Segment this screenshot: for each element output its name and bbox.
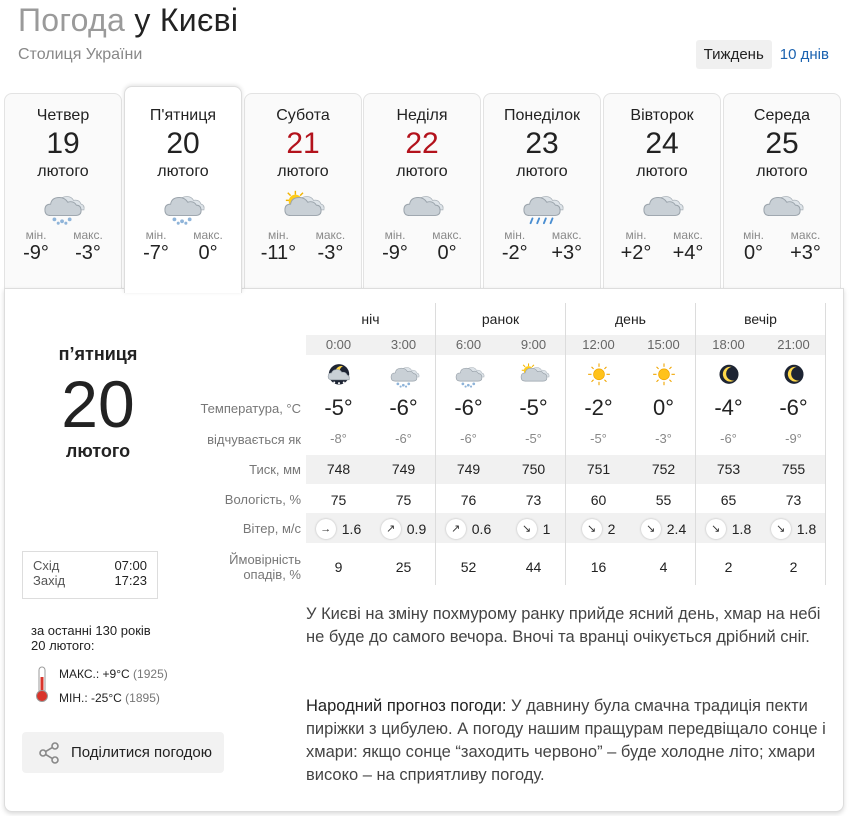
max-value: +4°	[672, 242, 704, 264]
hour-temp: -5°	[519, 395, 548, 420]
day-max	[316, 228, 346, 265]
hour-feels-like: -6°	[460, 431, 477, 446]
hour-precip: 44	[525, 559, 542, 575]
wind-speed: 0.9	[406, 521, 427, 537]
record-max	[59, 667, 168, 681]
feels-label: відчувається як	[207, 432, 301, 447]
min-label: мін.	[267, 228, 289, 242]
hour-feels-like: -9°	[785, 431, 802, 446]
wind-direction-icon: ↘	[641, 519, 661, 539]
sunset-time: 17:23	[114, 573, 147, 588]
moon-cloud-snow-icon	[322, 360, 356, 390]
hour-feels-like: -6°	[395, 431, 412, 446]
day-name: Вівторок	[630, 107, 694, 124]
hour-time: 3:00	[390, 337, 417, 352]
hour-humidity: 55	[655, 492, 672, 508]
hour-time: 18:00	[712, 337, 745, 352]
hour-pressure: 753	[716, 461, 741, 477]
records-line-1: за останні 130 років	[31, 623, 151, 638]
min-value: -9°	[382, 242, 408, 264]
day-min	[621, 228, 652, 265]
cloud-icon	[755, 187, 809, 227]
day-min	[261, 228, 296, 265]
day-name: Неділя	[396, 107, 448, 124]
cloud-icon	[395, 187, 449, 227]
max-label: макс.	[673, 228, 703, 242]
hour-pressure: 750	[521, 461, 546, 477]
humidity-label: Вологість, %	[224, 492, 301, 507]
sunrise-time: 07:00	[114, 558, 147, 573]
max-label: макс.	[315, 228, 346, 242]
min-value: +2°	[620, 242, 652, 264]
share-label: Поділитися погодою	[71, 744, 213, 761]
wind-speed: 1.6	[341, 521, 362, 537]
view-toggle	[696, 40, 837, 69]
day-name: Четвер	[36, 107, 90, 124]
hour-precip: 2	[789, 559, 798, 575]
day-min-max	[724, 228, 840, 265]
day-month: лютого	[636, 163, 688, 180]
day-min	[23, 228, 49, 265]
hour-humidity: 73	[785, 492, 802, 508]
day-tab-19[interactable]	[4, 93, 122, 289]
hour-feels-like: -8°	[330, 431, 347, 446]
sun-cloud-icon	[276, 187, 330, 227]
min-value: -9°	[23, 242, 49, 264]
record-max-label: МАКС.:	[59, 667, 100, 681]
hour-temp: -6°	[779, 395, 808, 420]
max-label: макс.	[193, 228, 223, 242]
cloud-snow-icon	[36, 187, 90, 227]
hour-wind	[436, 519, 501, 539]
hour-pressure: 752	[651, 461, 676, 477]
hour-humidity: 60	[590, 492, 607, 508]
hour-wind	[696, 519, 761, 539]
hour-pressure: 751	[586, 461, 611, 477]
day-max	[193, 228, 223, 265]
day-number: 21	[286, 127, 320, 160]
hour-humidity: 65	[720, 492, 737, 508]
wind-direction-icon: ↘	[706, 519, 726, 539]
day-month: лютого	[277, 163, 329, 180]
day-number: 20	[166, 127, 200, 160]
cloud-rain-icon	[515, 187, 569, 227]
hour-feels-like: -5°	[590, 431, 607, 446]
min-label: мін.	[145, 228, 167, 242]
day-month: лютого	[756, 163, 808, 180]
wind-speed: 1.8	[731, 521, 752, 537]
day-number: 24	[645, 127, 679, 160]
sun-icon	[582, 360, 616, 390]
selected-day-number: 20	[61, 367, 135, 441]
hourly-grid	[306, 303, 826, 585]
day-month: лютого	[396, 163, 448, 180]
hour-wind	[761, 519, 826, 539]
hour-time: 15:00	[647, 337, 680, 352]
max-value: +3°	[790, 242, 821, 264]
selected-day-name: п’ятниця	[58, 344, 138, 364]
day-tab-20[interactable]	[124, 86, 242, 293]
day-max	[73, 228, 103, 265]
hour-wind	[566, 519, 631, 539]
title-prefix: Погода	[18, 2, 126, 38]
period-name: ніч	[361, 311, 380, 327]
day-min	[143, 228, 169, 265]
moon-icon	[777, 360, 811, 390]
thermometer-icon	[31, 665, 53, 703]
hour-temp: -2°	[584, 395, 613, 420]
max-value: 0°	[437, 242, 457, 264]
week-view-button[interactable]: Тиждень	[696, 40, 772, 69]
wind-speed: 2.4	[666, 521, 687, 537]
wind-speed: 2	[607, 521, 616, 537]
hour-temp: 0°	[652, 395, 675, 420]
hour-feels-like: -5°	[525, 431, 542, 446]
records-line-2: 20 лютого:	[31, 638, 95, 653]
min-value: -2°	[501, 242, 528, 264]
max-label: макс.	[790, 228, 821, 242]
page-title	[18, 2, 238, 39]
day-tab-22[interactable]	[363, 93, 481, 289]
hour-wind	[371, 519, 436, 539]
hour-precip: 25	[395, 559, 412, 575]
day-number: 22	[405, 127, 439, 160]
wind-direction-icon: →	[316, 519, 336, 539]
hour-humidity: 76	[460, 492, 477, 508]
selected-day-month: лютого	[65, 441, 131, 461]
day-tab-25[interactable]	[723, 93, 841, 289]
hour-time: 6:00	[455, 337, 482, 352]
max-value: 0°	[198, 242, 218, 264]
hour-wind	[631, 519, 696, 539]
period-name: день	[615, 311, 646, 327]
max-value: -3°	[317, 242, 344, 264]
record-min-year: (1895)	[125, 691, 160, 705]
page-subtitle: Столиця України	[18, 46, 143, 63]
weather-description: У Києві на зміну похмурому ранку прийде ясний день, хмар на небі не буде до самого вечора. Вночі та вранці очікується дрібний сніг.	[306, 605, 821, 646]
cloud-snow-icon	[452, 360, 486, 390]
max-label: макс.	[551, 228, 582, 242]
share-weather-button[interactable]	[22, 732, 224, 773]
max-value: +3°	[551, 242, 583, 264]
ten-days-link[interactable]: 10 днів	[779, 46, 829, 63]
wind-speed: 0.6	[471, 521, 492, 537]
sunset-label: Захід	[33, 573, 66, 588]
hour-pressure: 749	[456, 461, 481, 477]
max-value: -3°	[75, 242, 101, 264]
sun-icon	[647, 360, 681, 390]
day-tabs	[4, 93, 844, 289]
hour-pressure: 755	[781, 461, 806, 477]
day-min	[382, 228, 408, 265]
day-max	[551, 228, 582, 265]
folk-forecast	[306, 695, 826, 787]
record-max-year: (1925)	[133, 667, 168, 681]
wind-direction-icon: ↘	[771, 519, 791, 539]
min-label: мін.	[384, 228, 406, 242]
record-min	[59, 691, 160, 705]
sunrise-sunset-box	[22, 551, 158, 599]
hour-precip: 4	[659, 559, 668, 575]
day-name: Субота	[276, 107, 330, 124]
sun-cloud-icon	[517, 360, 551, 390]
day-max	[432, 228, 462, 265]
min-label: мін.	[504, 228, 526, 242]
pressure-label: Тиск, мм	[249, 462, 301, 477]
day-number: 25	[765, 127, 799, 160]
hour-time: 9:00	[520, 337, 547, 352]
hour-feels-like: -6°	[720, 431, 737, 446]
hour-time: 12:00	[582, 337, 615, 352]
hour-humidity: 75	[330, 492, 347, 508]
hour-pressure: 749	[391, 461, 416, 477]
min-label: мін.	[743, 228, 764, 242]
hour-temp: -6°	[454, 395, 483, 420]
precip-label-2: опадів, %	[243, 567, 301, 582]
moon-icon	[712, 360, 746, 390]
day-number: 19	[46, 127, 80, 160]
day-tab-21[interactable]	[244, 93, 362, 289]
period-name: вечір	[744, 311, 777, 327]
folk-forecast-text: У давнину була смачна традиція пекти пиріжки з цибулею. А погоду нашим пращурам передвіщало сонце і хмари: якщо сонце “заходить червоно” – буде холодне літо; хмари високо – на сприятливу погоду.	[306, 697, 826, 784]
selected-date	[23, 344, 173, 462]
day-min-max	[604, 228, 720, 265]
hour-wind	[501, 519, 566, 539]
hour-time: 0:00	[325, 337, 352, 352]
hour-temp: -4°	[714, 395, 743, 420]
min-value: 0°	[743, 242, 764, 264]
hour-temp: -5°	[324, 395, 353, 420]
day-min-max	[125, 228, 241, 265]
max-label: макс.	[432, 228, 462, 242]
day-month: лютого	[37, 163, 89, 180]
share-icon	[37, 741, 61, 765]
min-value: -7°	[143, 242, 169, 264]
hour-humidity: 75	[395, 492, 412, 508]
day-tab-23[interactable]	[483, 93, 601, 289]
record-max-value: +9°C	[102, 667, 130, 681]
max-label: макс.	[73, 228, 103, 242]
day-min	[502, 228, 528, 265]
day-number: 23	[525, 127, 559, 160]
day-min-max	[364, 228, 480, 265]
hour-humidity: 73	[525, 492, 542, 508]
hour-pressure: 748	[326, 461, 351, 477]
precip-label-1: Ймовірність	[229, 552, 301, 567]
cloud-snow-icon	[387, 360, 421, 390]
hour-temp: -6°	[389, 395, 418, 420]
hour-wind	[306, 519, 371, 539]
day-month: лютого	[157, 163, 209, 180]
day-name: П'ятниця	[149, 107, 217, 124]
wind-direction-icon: ↗	[381, 519, 401, 539]
record-min-value: -25°C	[91, 691, 122, 705]
day-tab-24[interactable]	[603, 93, 721, 289]
day-detail-panel	[4, 288, 844, 812]
cloud-snow-icon	[156, 187, 210, 227]
wind-direction-icon: ↗	[446, 519, 466, 539]
day-min-max	[484, 228, 600, 265]
min-value: -11°	[260, 242, 297, 264]
hour-precip: 2	[724, 559, 733, 575]
hour-feels-like: -3°	[655, 431, 672, 446]
wind-direction-icon: ↘	[582, 519, 602, 539]
wind-label: Вітер, м/с	[242, 521, 301, 536]
hour-time: 21:00	[777, 337, 810, 352]
hour-precip: 16	[590, 559, 607, 575]
cloud-icon	[635, 187, 689, 227]
temp-label: Температура, °C	[200, 401, 301, 416]
day-max	[673, 228, 704, 265]
folk-forecast-label: Народний прогноз погоди:	[306, 697, 507, 715]
wind-speed: 1.8	[796, 521, 817, 537]
day-name: Середа	[753, 107, 811, 124]
period-name: ранок	[481, 311, 520, 327]
day-min-max	[5, 228, 121, 265]
hour-precip: 52	[460, 559, 477, 575]
wind-speed: 1	[542, 521, 551, 537]
record-min-label: МІН.:	[59, 691, 88, 705]
title-city: у Києві	[134, 2, 239, 38]
wind-direction-icon: ↘	[517, 519, 537, 539]
day-min-max	[245, 228, 361, 265]
min-label: мін.	[25, 228, 47, 242]
hour-precip: 9	[334, 559, 343, 575]
day-month: лютого	[516, 163, 568, 180]
day-name: Понеділок	[503, 107, 581, 124]
day-min	[743, 228, 764, 265]
day-max	[790, 228, 821, 265]
records-heading	[31, 623, 151, 653]
sunrise-label: Схід	[33, 558, 60, 573]
min-label: мін.	[625, 228, 647, 242]
